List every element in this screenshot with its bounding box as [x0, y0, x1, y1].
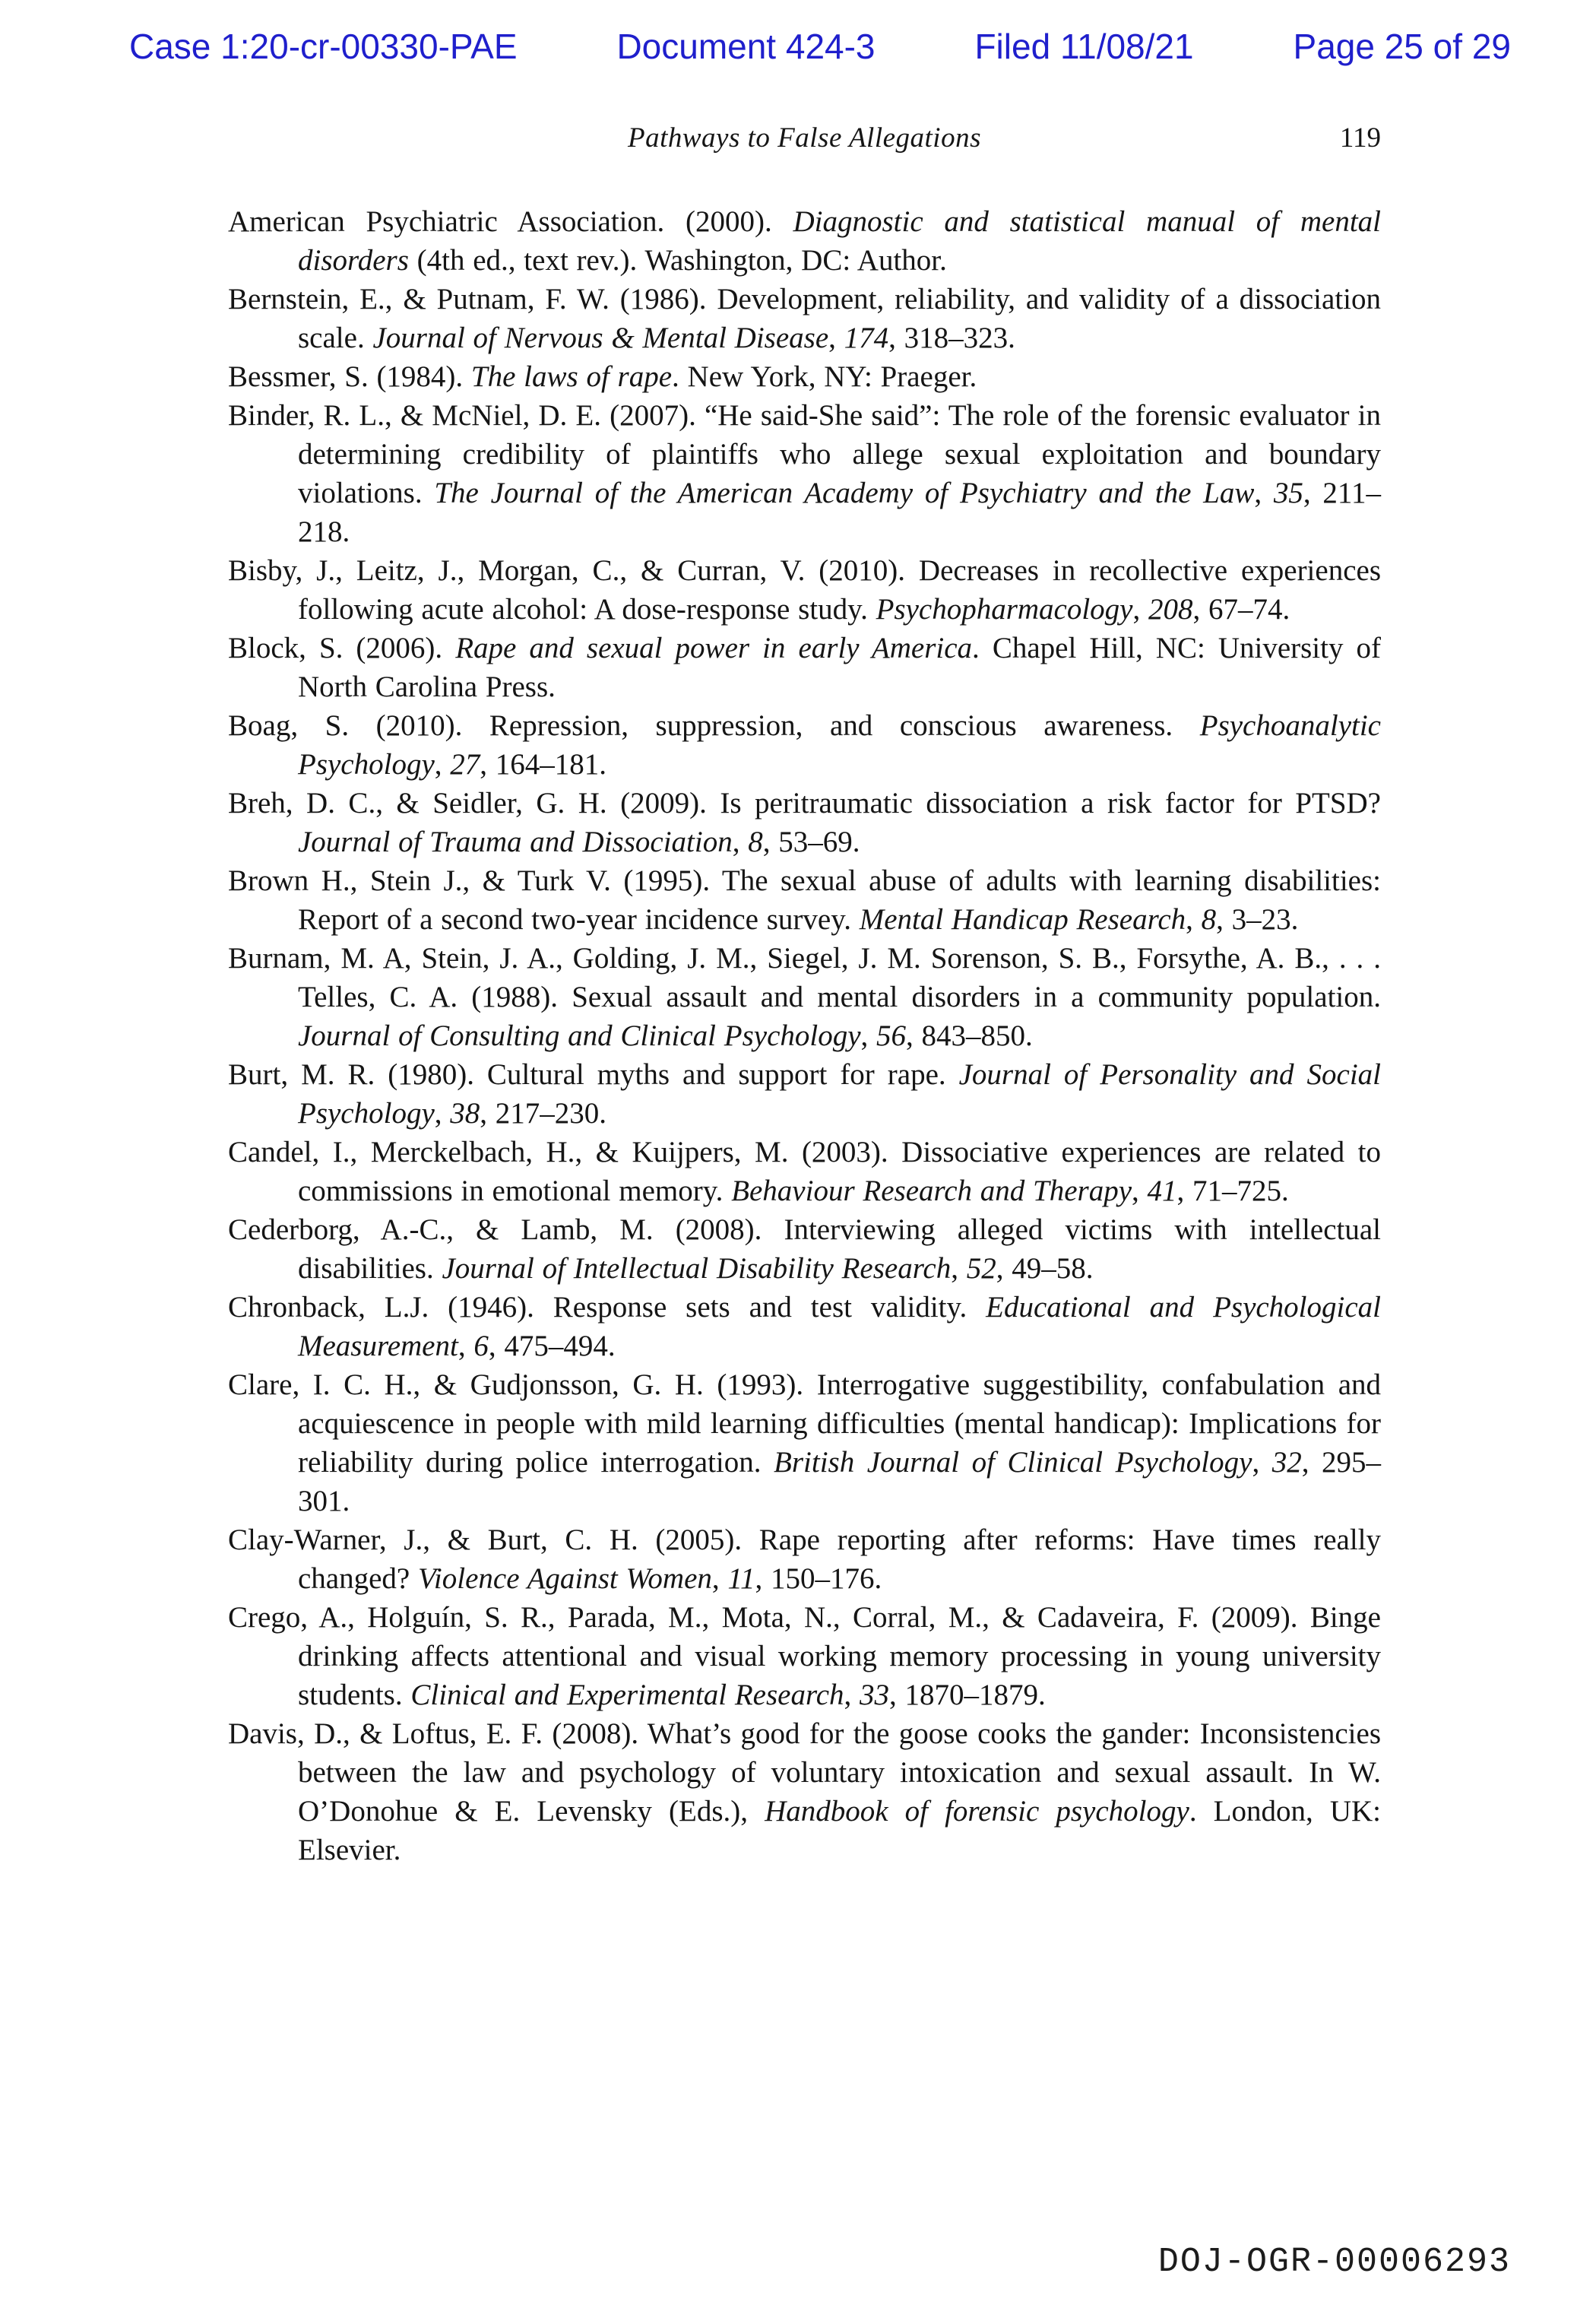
case-stamp-header	[129, 26, 1511, 67]
reference-italic-text: 11	[727, 1562, 755, 1595]
reference-entry	[228, 1210, 1381, 1288]
reference-text: Boag, S. (2010). Repression, suppression, and conscious awareness.	[228, 709, 1200, 742]
reference-entry	[228, 202, 1381, 280]
reference-text: Cederborg, A.-C., & Lamb, M. (2008). Interviewing alleged victims with intellectual disabilities.	[228, 1213, 1381, 1285]
reference-text: Clare, I. C. H., & Gudjonsson, G. H. (1993). Interrogative suggestibility, confabulation and acquiescence in people with mild learning difficulties (mental handicap): Implications for reliability during police interrogation.	[228, 1368, 1381, 1479]
reference-italic-text: Mental Handicap Research	[859, 903, 1186, 936]
reference-italic-text: Psychoanalytic Psychology	[298, 709, 1381, 781]
reference-italic-text: Violence Against Women	[418, 1562, 712, 1595]
reference-italic-text: Journal of Trauma and Dissociation	[298, 826, 733, 858]
reference-italic-text: Journal of Personality and Social Psychology	[298, 1058, 1381, 1130]
reference-text: ,	[1132, 593, 1148, 626]
reference-italic-text: Educational and Psychological Measurement	[298, 1291, 1382, 1362]
reference-text: , 49–58.	[996, 1252, 1094, 1285]
reference-text: Bisby, J., Leitz, J., Morgan, C., & Curran, V. (2010). Decreases in recollective experiences following acute alcohol: A dose-response study.	[228, 554, 1381, 626]
reference-italic-text: Rape and sexual power in early America	[455, 632, 973, 664]
reference-text: , 1870–1879.	[889, 1679, 1046, 1711]
reference-text: Clay-Warner, J., & Burt, C. H. (2005). Rape reporting after reforms: Have times really changed?	[228, 1523, 1381, 1595]
reference-text: , 217–230.	[480, 1097, 607, 1130]
case-number: Case 1:20-cr-00330-PAE	[129, 27, 518, 66]
reference-text: Brown H., Stein J., & Turk V. (1995). The sexual abuse of adults with learning disabilities: Report of a second two-year incidence survey.	[228, 864, 1381, 936]
reference-entry	[228, 629, 1381, 706]
reference-text: Bessmer, S. (1984).	[228, 360, 471, 393]
reference-italic-text: Journal of Consulting and Clinical Psychology	[298, 1019, 861, 1052]
reference-entry	[228, 939, 1381, 1055]
reference-entry	[228, 280, 1381, 357]
reference-entry	[228, 1288, 1381, 1365]
reference-text: ,	[1252, 1446, 1272, 1479]
reference-text: Binder, R. L., & McNiel, D. E. (2007). “He said-She said”: The role of the forensic evaluator in determining credibility of plaintiffs who allege sexual exploitation and boundary violations.	[228, 399, 1381, 509]
reference-text: ,	[711, 1562, 728, 1595]
reference-italic-text: 33	[860, 1679, 890, 1711]
reference-italic-text: British Journal of Clinical Psychology	[774, 1446, 1252, 1479]
reference-text: , 3–23.	[1216, 903, 1299, 936]
reference-text: , 295–301.	[298, 1446, 1382, 1517]
running-head-title: Pathways to False Allegations	[628, 122, 981, 154]
reference-text: Breh, D. C., & Seidler, G. H. (2009). Is peritraumatic dissociation a risk factor for PTSD?	[228, 787, 1381, 820]
reference-text: , 843–850.	[906, 1019, 1033, 1052]
reference-text: Crego, A., Holguín, S. R., Parada, M., Mota, N., Corral, M., & Cadaveira, F. (2009). Binge drinking affects attentional and visual working memory processing in young university students.	[228, 1601, 1381, 1711]
reference-italic-text: 35	[1273, 477, 1303, 509]
reference-text: , 211–218.	[298, 477, 1381, 548]
reference-text: Bernstein, E., & Putnam, F. W. (1986). Development, reliability, and validity of a dissociation scale.	[228, 283, 1381, 354]
reference-italic-text: Journal of Nervous & Mental Disease	[372, 322, 829, 354]
reference-text: , 318–323.	[888, 322, 1015, 354]
reference-text: ,	[434, 1097, 451, 1130]
reference-entry	[228, 1598, 1381, 1714]
running-head	[228, 122, 1381, 157]
reference-italic-text: 52	[966, 1252, 996, 1285]
reference-text: . London, UK: Elsevier.	[298, 1795, 1381, 1866]
reference-entry	[228, 1365, 1381, 1520]
reference-text: ,	[434, 748, 451, 781]
filed-date: Filed 11/08/21	[974, 27, 1194, 66]
bates-number: DOJ-OGR-00006293	[1157, 2243, 1511, 2281]
reference-text: . Chapel Hill, NC: University of North Carolina Press.	[298, 632, 1381, 703]
reference-text: , 67–74.	[1192, 593, 1290, 626]
reference-italic-text: 41	[1147, 1175, 1177, 1207]
reference-italic-text: The laws of rape	[470, 360, 673, 393]
reference-entry	[228, 861, 1381, 939]
document-number: Document 424-3	[616, 27, 876, 66]
reference-italic-text: 174	[844, 322, 889, 354]
running-head-page-number: 119	[1339, 122, 1381, 154]
reference-italic-text: 38	[450, 1097, 480, 1130]
reference-text: , 164–181.	[480, 748, 607, 781]
reference-text: ,	[1186, 903, 1202, 936]
reference-text: Block, S. (2006).	[228, 632, 456, 664]
reference-italic-text: 208	[1148, 593, 1193, 626]
reference-text: . New York, NY: Praeger.	[672, 360, 977, 393]
reference-text: (4th ed., text rev.). Washington, DC: Author.	[408, 244, 947, 277]
reference-entry	[228, 396, 1381, 551]
reference-text: , 150–176.	[755, 1562, 882, 1595]
reference-italic-text: Behaviour Research and Therapy	[731, 1175, 1132, 1207]
reference-text: ,	[458, 1330, 474, 1362]
page-info: Page 25 of 29	[1293, 27, 1511, 66]
reference-text: American Psychiatric Association. (2000).	[228, 205, 793, 238]
reference-italic-text: Clinical and Experimental Research	[410, 1679, 844, 1711]
reference-entry	[228, 784, 1381, 861]
reference-text: Chronback, L.J. (1946). Response sets and test validity.	[228, 1291, 986, 1324]
reference-text: Burt, M. R. (1980). Cultural myths and support for rape.	[228, 1058, 959, 1091]
reference-text: ,	[951, 1252, 967, 1285]
reference-text: ,	[860, 1019, 877, 1052]
reference-italic-text: 32	[1271, 1446, 1302, 1479]
reference-entry	[228, 551, 1381, 629]
reference-italic-text: 27	[450, 748, 480, 781]
reference-text: Candel, I., Merckelbach, H., & Kuijpers, M. (2003). Dissociative experiences are related to commissions in emotional memory.	[228, 1136, 1381, 1207]
references-list	[228, 202, 1381, 1869]
reference-entry	[228, 1055, 1381, 1133]
reference-italic-text: The Journal of the American Academy of Psychiatry and the Law	[434, 477, 1255, 509]
reference-italic-text: 56	[876, 1019, 907, 1052]
reference-italic-text: Journal of Intellectual Disability Research	[442, 1252, 952, 1285]
reference-italic-text: Diagnostic and statistical manual of mental disorders	[298, 205, 1381, 277]
reference-entry	[228, 1133, 1381, 1210]
reference-entry	[228, 706, 1381, 784]
reference-text: , 475–494.	[488, 1330, 616, 1362]
reference-italic-text: 6	[473, 1330, 489, 1362]
reference-text: Davis, D., & Loftus, E. F. (2008). What’s good for the goose cooks the gander: Inconsistencies between the law and psychology of voluntary intoxication and sexual assault. In W. O’Donohue & E. Levensky (Eds.),	[228, 1717, 1381, 1828]
reference-entry	[228, 357, 1381, 396]
reference-italic-text: Handbook of forensic psychology	[765, 1795, 1189, 1828]
reference-text: ,	[844, 1679, 860, 1711]
reference-text: ,	[732, 826, 749, 858]
reference-italic-text: 8	[748, 826, 763, 858]
reference-text: ,	[828, 322, 844, 354]
reference-text: ,	[1132, 1175, 1148, 1207]
reference-italic-text: Psychopharmacology	[876, 593, 1133, 626]
reference-text: ,	[1254, 477, 1274, 509]
reference-entry	[228, 1714, 1381, 1869]
reference-entry	[228, 1520, 1381, 1598]
reference-italic-text: 8	[1201, 903, 1217, 936]
reference-text: Burnam, M. A, Stein, J. A., Golding, J. M., Siegel, J. M. Sorenson, S. B., Forsythe, A. B., . . . Telles, C. A. (1988). Sexual assault and mental disorders in a community population.	[228, 942, 1381, 1013]
reference-text: , 71–725.	[1176, 1175, 1289, 1207]
reference-text: , 53–69.	[762, 826, 860, 858]
